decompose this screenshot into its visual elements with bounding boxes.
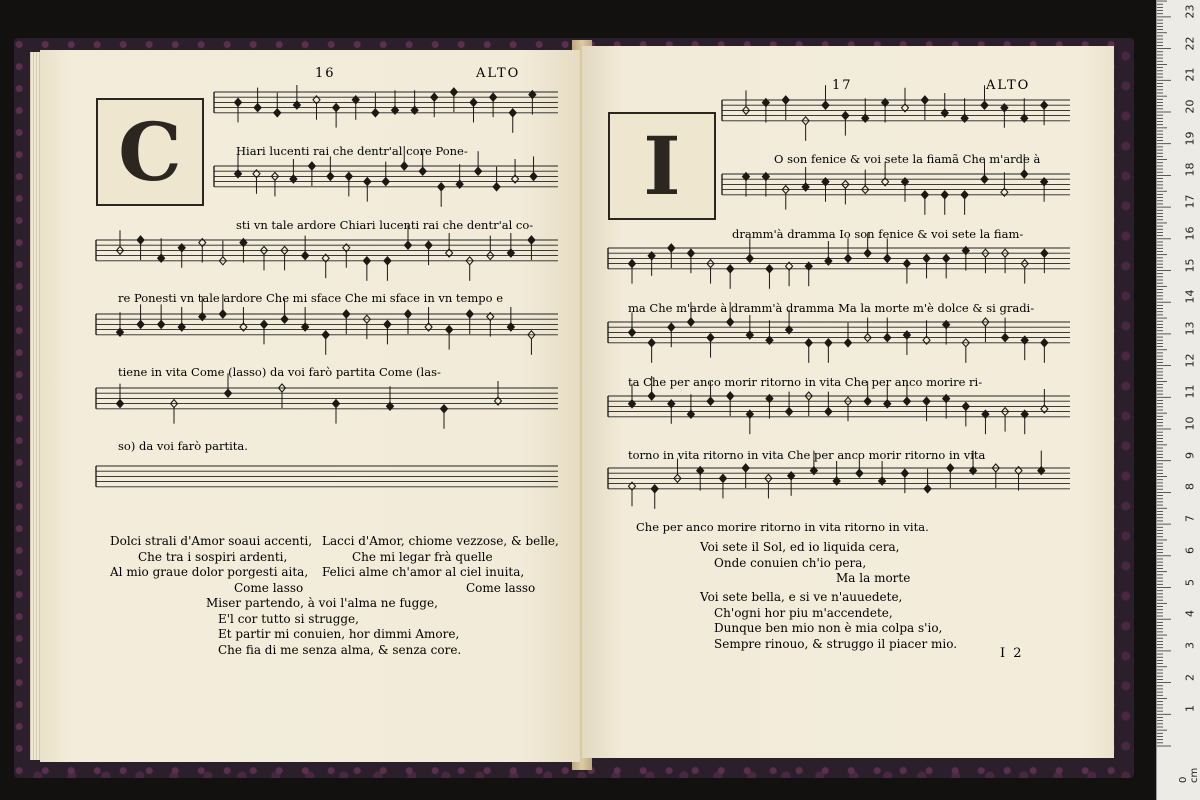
note-head — [727, 265, 734, 273]
ruler-number-label: 6 — [1183, 546, 1197, 554]
note-head — [766, 265, 773, 273]
note-head — [742, 464, 749, 472]
poem-line: Che tra i sospiri ardenti, — [138, 549, 288, 564]
ruler-number-label: 15 — [1183, 258, 1197, 272]
ruler-number-label: 13 — [1183, 321, 1197, 336]
decorated-initial-left: C — [96, 98, 204, 206]
poem-line: Al mio graue dolor porgesti aita, — [110, 565, 309, 579]
note-head — [981, 175, 988, 183]
note-head — [921, 191, 928, 199]
note-head — [1002, 334, 1009, 342]
ruler-number-label: 20 — [1183, 99, 1197, 114]
note-head — [261, 320, 268, 328]
poem-line: Lacci d'Amor, chiome vezzose, & belle, — [322, 534, 559, 548]
note-head — [981, 101, 988, 109]
measurement-ruler — [1156, 0, 1200, 800]
note-head — [901, 469, 908, 477]
note-head — [746, 254, 753, 262]
ruler-number-label: 17 — [1183, 194, 1197, 209]
note-head — [962, 402, 969, 410]
poem-line: Ch'ogni hor piu m'accendete, — [714, 605, 893, 620]
note-head — [923, 254, 930, 262]
note-head — [274, 109, 281, 117]
note-head — [470, 98, 477, 106]
left-lyric-line: so) da voi farò partita. — [118, 439, 248, 453]
note-head — [842, 112, 849, 120]
ruler-number-label: 14 — [1183, 289, 1197, 304]
decorated-initial-right: I — [608, 112, 716, 220]
note-head — [322, 331, 329, 339]
note-head — [235, 98, 242, 106]
note-head — [727, 318, 734, 326]
note-head — [530, 172, 537, 180]
ruler-number-label: 22 — [1183, 36, 1197, 51]
poem-line: Et partir mi conuien, hor dimmi Amore, — [218, 627, 460, 641]
note-head — [1041, 339, 1048, 347]
note-head — [825, 408, 832, 416]
note-head — [947, 464, 954, 472]
note-head — [719, 474, 726, 482]
poem-line: Ma la morte — [836, 571, 911, 585]
ruler-number-label: 16 — [1183, 226, 1197, 241]
note-head — [668, 244, 675, 252]
note-head — [509, 109, 516, 117]
note-head — [648, 339, 655, 347]
note-head — [1041, 101, 1048, 109]
note-head — [137, 236, 144, 244]
note-head — [158, 320, 165, 328]
note-head — [405, 310, 412, 318]
note-head — [707, 334, 714, 342]
ruler-unit-label: 0 cm — [1178, 767, 1200, 783]
note-head — [302, 252, 309, 260]
ruler-number-label: 3 — [1183, 641, 1197, 649]
ruler-number-label: 21 — [1183, 67, 1197, 82]
poem-line: Che fia di me senza alma, & senza core. — [218, 642, 462, 657]
note-head — [903, 397, 910, 405]
poem-line: Dunque ben mio non è mia colpa s'io, — [714, 621, 943, 635]
right-page-number: 17 — [832, 78, 853, 93]
note-head — [438, 183, 445, 191]
note-head — [117, 400, 124, 408]
left-lyric-line: Hiari lucenti rai che dentr'al core Pone- — [236, 144, 468, 158]
note-head — [441, 405, 448, 413]
note-head — [825, 339, 832, 347]
note-head — [308, 162, 315, 170]
note-head — [884, 254, 891, 262]
note-head — [923, 397, 930, 405]
note-head — [219, 310, 226, 318]
note-head — [333, 104, 340, 112]
note-head — [333, 400, 340, 408]
note-head — [782, 96, 789, 104]
poem-line: Onde conuien ch'io pera, — [714, 555, 867, 570]
poem-line: Voi sete il Sol, ed io liquida cera, — [700, 540, 900, 554]
left-voice-label: ALTO — [476, 66, 521, 81]
note-head — [446, 326, 453, 334]
note-head — [137, 320, 144, 328]
ruler-number-label: 19 — [1183, 131, 1197, 146]
note-head — [727, 392, 734, 400]
poem-line: Felici alme ch'amor al ciel inuita, — [322, 565, 525, 579]
note-head — [707, 397, 714, 405]
note-head — [490, 93, 497, 101]
note-head — [401, 162, 408, 170]
ruler-number-label: 5 — [1183, 578, 1197, 586]
note-head — [864, 249, 871, 257]
note-head — [384, 320, 391, 328]
note-head — [225, 389, 232, 397]
right-lyric-line: O son fenice & voi sete la fiamã Che m'arde à — [774, 152, 1041, 166]
left-page-number: 16 — [315, 66, 336, 81]
note-head — [687, 318, 694, 326]
left-lyric-line: sti vn tale ardore Chiari lucenti rai che dentr'al co- — [236, 218, 534, 232]
right-lyric-line: Che per anco morire ritorno in vita ritorno in vita. — [636, 520, 929, 534]
signature-mark: I 2 — [1000, 646, 1024, 661]
ruler-number-label: 9 — [1183, 451, 1197, 459]
ruler-number-label: 2 — [1183, 673, 1197, 681]
poem-line: Come lasso — [466, 580, 536, 595]
poem-line: Dolci strali d'Amor soaui accenti, — [110, 534, 313, 548]
note-head — [466, 310, 473, 318]
note-head — [425, 241, 432, 249]
note-head — [941, 191, 948, 199]
note-head — [327, 172, 334, 180]
note-head — [345, 172, 352, 180]
note-head — [651, 485, 658, 493]
note-head — [475, 167, 482, 175]
note-head — [903, 260, 910, 268]
note-head — [629, 260, 636, 268]
ruler-number-label: 11 — [1183, 384, 1197, 399]
right-voice-label: ALTO — [986, 78, 1031, 93]
ruler-number-label: 10 — [1183, 416, 1197, 431]
poem-line: Voi sete bella, e si ve n'auuedete, — [700, 590, 903, 604]
ruler-number-label: 12 — [1183, 353, 1197, 368]
note-head — [372, 109, 379, 117]
note-head — [343, 310, 350, 318]
left-lyric-line: tiene in vita Come (lasso) da voi farò partita Come (las- — [118, 365, 441, 379]
note-head — [450, 88, 457, 96]
note-head — [924, 485, 931, 493]
ruler-number-label: 8 — [1183, 483, 1197, 491]
note-head — [629, 328, 636, 336]
note-head — [822, 101, 829, 109]
note-head — [1041, 249, 1048, 257]
note-head — [961, 191, 968, 199]
note-head — [668, 323, 675, 331]
note-head — [805, 339, 812, 347]
note-head — [786, 408, 793, 416]
note-head — [921, 96, 928, 104]
poem-line: E'l cor tutto si strugge, — [218, 611, 359, 626]
note-head — [384, 257, 391, 265]
note-head — [281, 315, 288, 323]
note-head — [419, 167, 426, 175]
ruler-number-label: 23 — [1183, 4, 1197, 19]
ruler-number-label: 4 — [1183, 610, 1197, 618]
ruler-number-label: 1 — [1183, 705, 1197, 713]
note-head — [405, 241, 412, 249]
poem-line: Miser partendo, à voi l'alma ne fugge, — [206, 596, 438, 610]
note-head — [864, 397, 871, 405]
note-head — [1021, 170, 1028, 178]
right-lyric-line: ma Che m'arde à dramm'à dramma Ma la morte m'è dolce & si gradi- — [628, 301, 1035, 315]
poem-line: Come lasso — [234, 580, 304, 595]
note-head — [431, 93, 438, 101]
note-head — [856, 469, 863, 477]
left-lyric-line: re Ponesti vn tale ardore Che mi sface Che mi sface in vn tempo e — [118, 291, 504, 305]
ruler-number-label: 7 — [1183, 515, 1197, 523]
ruler-number-label: 18 — [1183, 162, 1197, 177]
note-head — [382, 178, 389, 186]
note-head — [845, 254, 852, 262]
note-head — [528, 236, 535, 244]
poem-line: Sempre rinouo, & struggo il piacer mio. — [714, 636, 958, 651]
note-head — [363, 257, 370, 265]
note-head — [845, 339, 852, 347]
poem-line: Che mi legar frà quelle — [352, 549, 493, 564]
note-head — [943, 254, 950, 262]
note-head — [687, 249, 694, 257]
note-head — [364, 178, 371, 186]
note-head — [648, 392, 655, 400]
note-head — [493, 183, 500, 191]
note-head — [254, 104, 261, 112]
right-lyric-line: ta Che per anco morir ritorno in vita Che per anco morire ri- — [628, 375, 983, 389]
note-head — [884, 334, 891, 342]
right-lyric-line: dramm'à dramma Io son fenice & voi sete la fiam- — [732, 227, 1024, 241]
right-lyric-line: torno in vita ritorno in vita Che per anco morir ritorno in vita — [628, 448, 986, 462]
